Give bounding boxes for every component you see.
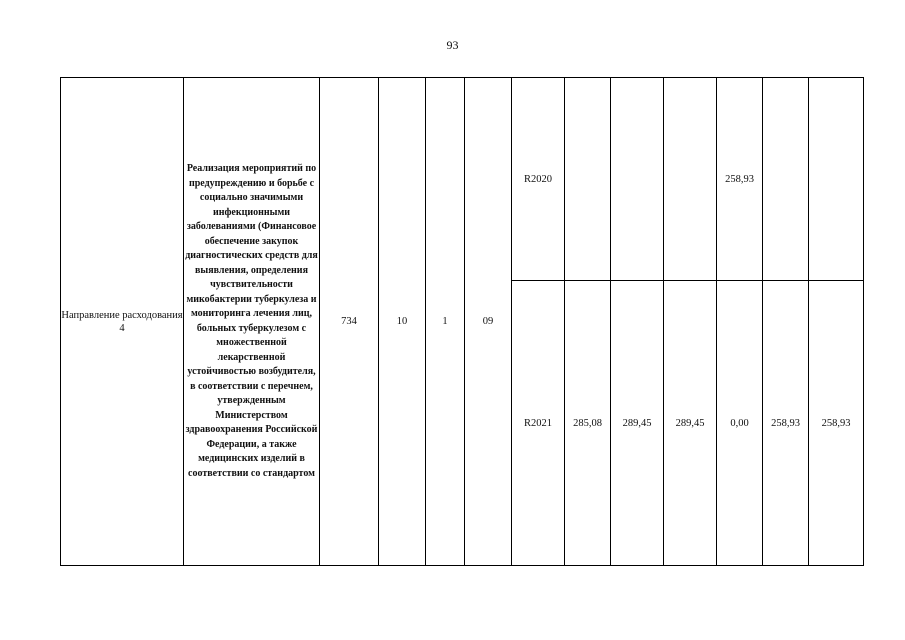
value-cell: 285,08 [565,281,611,566]
budget-table [60,77,864,566]
code-cell-1: 734 [320,78,379,566]
table-row [61,78,864,281]
value-cell [664,78,717,281]
code-cell-3: 1 [426,78,465,566]
code-cell-2: 10 [379,78,426,566]
code-cell-4: 09 [465,78,512,566]
value-cell [611,78,664,281]
value-cell: 289,45 [664,281,717,566]
value-cell: 258,93 [717,78,763,281]
subrow-code-cell: R2021 [512,281,565,566]
value-cell [809,78,864,281]
description-cell: Реализация мероприятий по предупреждению и борьбе с социально значимыми инфекционными заболеваниями (Финансовое обеспечение закупок диагностических средств для выявления, определения чувствительности микобактерии туберкулеза и мониторинга лечения лиц, больных туберкулезом с множественной лекарственной устойчивостью возбудителя, в соответствии с перечнем, утвержденным Министерством здравоохранения Российской Федерации, а также медицинских изделий в соответствии со стандартом [184,78,320,566]
page-number: 93 [446,38,459,52]
value-cell [565,78,611,281]
direction-cell: Направление расходования 4 [61,78,184,566]
value-cell: 258,93 [809,281,864,566]
subrow-code-cell: R2020 [512,78,565,281]
value-cell: 258,93 [763,281,809,566]
value-cell [763,78,809,281]
value-cell: 289,45 [611,281,664,566]
value-cell: 0,00 [717,281,763,566]
